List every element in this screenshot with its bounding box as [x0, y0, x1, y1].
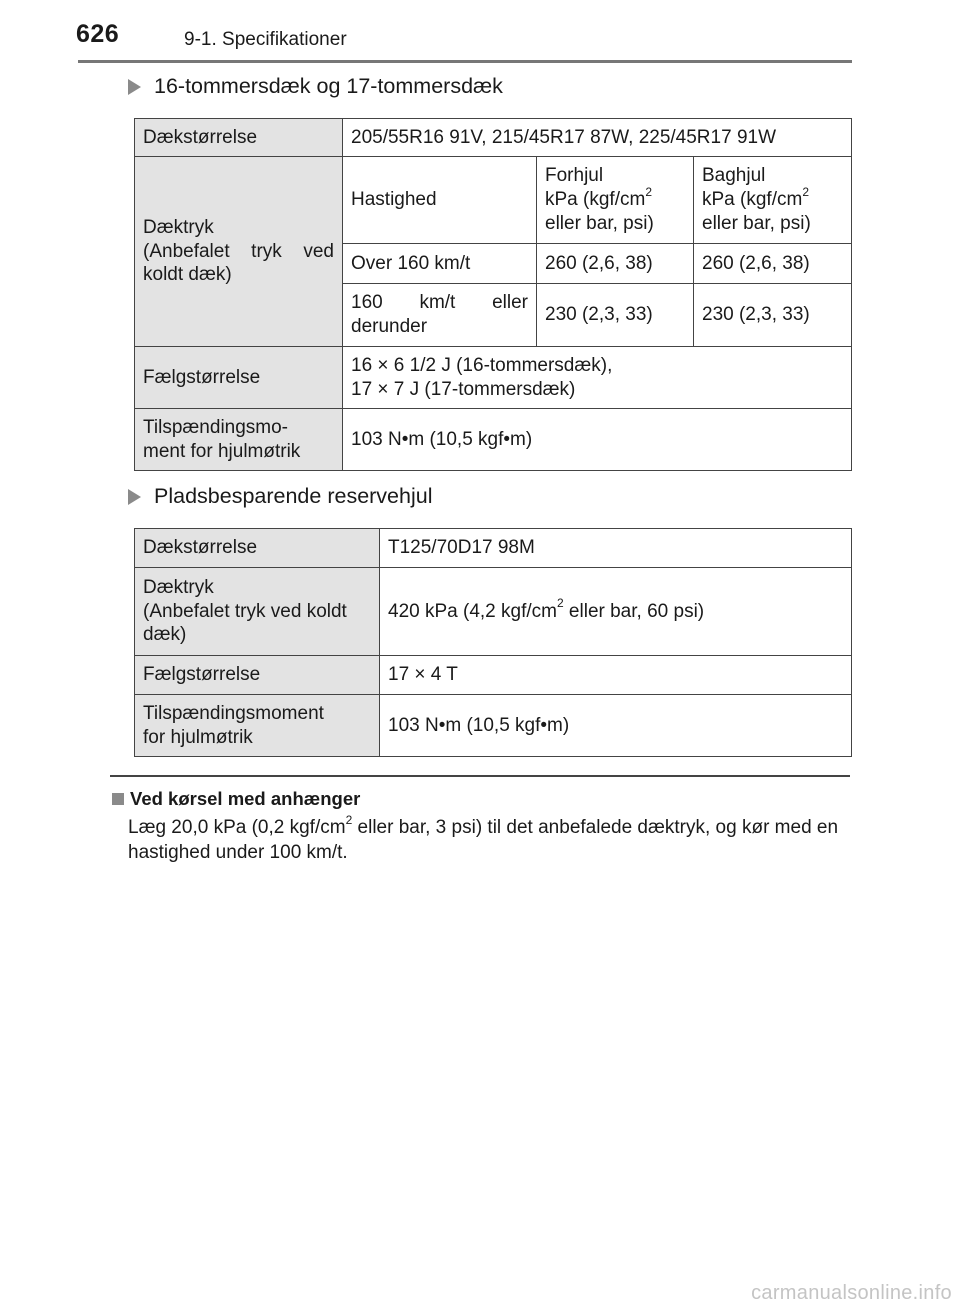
table-row — [135, 656, 852, 695]
note-body: Læg 20,0 kPa (0,2 kgf/$cm^2$ eller bar, 3 psi) til det anbefalede dæktryk, og kør med en hastighed under 100 km/t. — [128, 812, 839, 864]
spare-tire-size-label: Dækstørrelse — [135, 529, 380, 568]
spare-pressure-label: Dæktryk (Anbefalet tryk ved koldt dæk) — [135, 568, 380, 656]
spare-torque-value: 103 N•m (10,5 kgf•m) — [380, 695, 852, 757]
tire-spec-table-standard — [134, 118, 852, 471]
rear-pressure-cell: 230 (2,3, 33) — [694, 284, 852, 347]
torque-value: 103 N•m (10,5 kgf•m) — [343, 409, 852, 471]
tire-size-value: 205/55R16 91V, 215/45R17 87W, 225/45R17 91W — [343, 119, 852, 157]
speed-header: Hastighed — [343, 157, 537, 244]
triangle-bullet-icon — [128, 489, 141, 505]
speed-cell: 160 km/t eller derunder — [343, 284, 537, 347]
subheading-spare-wheel — [128, 484, 432, 509]
spare-rim-value: 17 × 4 T — [380, 656, 852, 695]
rear-pressure-cell: 260 (2,6, 38) — [694, 244, 852, 284]
tire-size-label: Dækstørrelse — [135, 119, 343, 157]
torque-label: Tilspændingsmo- ment for hjulmøtrik — [135, 409, 343, 471]
header-rule — [78, 60, 852, 63]
spare-tire-size-value: T125/70D17 98M — [380, 529, 852, 568]
rear-wheel-header: Baghjul kPa ($kgf/cm^2$ eller bar, psi) — [694, 157, 852, 244]
table-row — [135, 119, 852, 157]
watermark: carmanualsonline.info — [751, 1282, 952, 1304]
speed-cell: Over 160 km/t — [343, 244, 537, 284]
spare-pressure-value: 420 kPa (4,2 kgf/$cm^2$ eller bar, 60 psi) — [380, 568, 852, 656]
table-row — [135, 529, 852, 568]
spare-torque-label: Tilspændingsmoment for hjulmøtrik — [135, 695, 380, 757]
rim-size-value: 16 × 6 1/2 J (16-tommersdæk), 17 × 7 J (17-tommersdæk) — [343, 347, 852, 409]
note-divider — [110, 775, 850, 777]
note-heading-text: Ved kørsel med anhænger — [130, 788, 361, 809]
subheading-16-17-inch — [128, 74, 503, 99]
tire-pressure-label: Dæktryk (Anbefalet tryk ved koldt dæk) — [135, 157, 343, 347]
table-row — [135, 157, 852, 244]
page-number: 626 — [76, 20, 120, 48]
rim-size-label: Fælgstørrelse — [135, 347, 343, 409]
front-pressure-cell: 230 (2,3, 33) — [537, 284, 694, 347]
spare-rim-label: Fælgstørrelse — [135, 656, 380, 695]
front-wheel-header: Forhjul kPa ($kgf/cm^2$ eller bar, psi) — [537, 157, 694, 244]
table-row — [135, 568, 852, 656]
tire-spec-table-spare — [134, 528, 852, 757]
table-row — [135, 695, 852, 757]
subheading-text: Pladsbesparende reservehjul — [154, 484, 433, 508]
note-heading — [112, 788, 360, 810]
subheading-text: 16-tommersdæk og 17-tommersdæk — [154, 74, 503, 98]
section-title: 9-1. Specifikationer — [184, 29, 347, 50]
front-pressure-cell: 260 (2,6, 38) — [537, 244, 694, 284]
table-row — [135, 409, 852, 471]
table-row — [135, 347, 852, 409]
triangle-bullet-icon — [128, 79, 141, 95]
square-bullet-icon — [112, 793, 124, 805]
